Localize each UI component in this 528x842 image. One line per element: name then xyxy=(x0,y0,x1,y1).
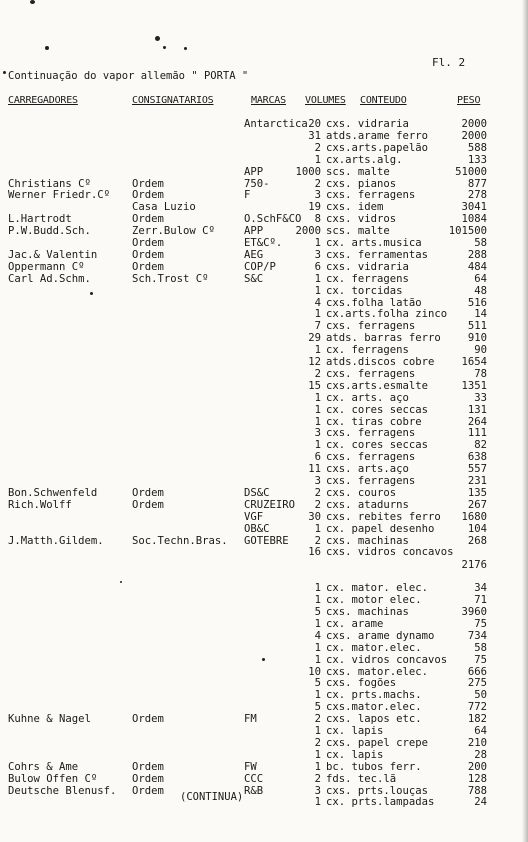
cell-consignatario: Ordem xyxy=(132,785,164,797)
cell-peso: 182 xyxy=(467,713,487,725)
cell-volumes: 3 xyxy=(314,475,321,487)
cell-peso: 264 xyxy=(467,416,487,428)
cell-conteudo: cxs.arts.papelão xyxy=(326,142,429,154)
cell-conteudo: cx. ferragens xyxy=(326,273,409,285)
table-row xyxy=(0,761,528,773)
header-consignatarios: CONSIGNATARIOS xyxy=(132,95,214,106)
cell-peso: 788 xyxy=(467,785,487,797)
cell-carregador: Bon.Schwenfeld xyxy=(8,487,98,499)
cell-conteudo: cxs. couros xyxy=(326,487,397,499)
cell-volumes: 1 xyxy=(314,642,321,654)
cell-volumes: 2 xyxy=(314,142,321,154)
cell-conteudo: cxs. atadurns xyxy=(326,499,409,511)
table-row xyxy=(0,570,528,582)
table-row xyxy=(0,308,528,320)
cell-conteudo: cx. prts.lampadas xyxy=(326,796,435,808)
cell-conteudo: cxs. vidros concavos xyxy=(326,546,454,558)
table-row xyxy=(0,523,528,535)
cell-conteudo: cxs. pianos xyxy=(326,178,397,190)
cell-conteudo: cxs. idem xyxy=(326,201,384,213)
cell-peso: 267 xyxy=(467,499,487,511)
table-row xyxy=(0,701,528,713)
cell-volumes: 2 xyxy=(314,368,321,380)
cell-carregador: P.W.Budd.Sch. xyxy=(8,225,91,237)
header-conteudo: CONTEUDO xyxy=(360,95,407,106)
table-row xyxy=(0,118,528,130)
cell-volumes: 1 xyxy=(314,796,321,808)
cell-volumes: 1 xyxy=(314,618,321,630)
cell-carregador: Werner Friedr.Cº xyxy=(8,189,111,201)
cell-volumes: 3 xyxy=(314,785,321,797)
cell-conteudo: scs. malte xyxy=(326,166,390,178)
table-row xyxy=(0,499,528,511)
cell-volumes: 5 xyxy=(314,677,321,689)
cell-volumes: 10 xyxy=(308,666,321,678)
header-volumes: VOLUMES xyxy=(305,95,346,106)
cell-volumes: 2 xyxy=(314,499,321,511)
cell-volumes: 2 xyxy=(314,773,321,785)
cell-volumes: 1 xyxy=(314,344,321,356)
table-row xyxy=(0,677,528,689)
cell-consignatario: Casa Luzio xyxy=(132,201,196,213)
cell-volumes: 1 xyxy=(314,761,321,773)
cell-volumes: 3 xyxy=(314,249,321,261)
cell-peso: 28 xyxy=(474,749,487,761)
cell-volumes: 6 xyxy=(314,451,321,463)
cell-marca: FW xyxy=(244,761,257,773)
cell-peso: 511 xyxy=(467,320,487,332)
cell-volumes: 4 xyxy=(314,630,321,642)
table-row xyxy=(0,273,528,285)
cell-volumes: 2 xyxy=(314,178,321,190)
table-row xyxy=(0,439,528,451)
cell-conteudo: cxs. machinas xyxy=(326,535,409,547)
table-row xyxy=(0,166,528,178)
cell-peso: 268 xyxy=(467,535,487,547)
cell-peso: 64 xyxy=(474,273,487,285)
cell-carregador: Kuhne & Nagel xyxy=(8,713,91,725)
table-row xyxy=(0,487,528,499)
cell-peso: 51000 xyxy=(455,166,487,178)
cell-conteudo: cxs. ferragens xyxy=(326,427,416,439)
table-row xyxy=(0,689,528,701)
cell-carregador: J.Matth.Gildem. xyxy=(8,535,104,547)
cell-peso: 557 xyxy=(467,463,487,475)
cell-carregador: Bulow Offen Cº xyxy=(8,773,98,785)
scan-speck xyxy=(184,47,187,50)
scan-speck xyxy=(3,71,6,74)
table-row xyxy=(0,725,528,737)
table-row xyxy=(0,618,528,630)
cell-marca: APP xyxy=(244,166,264,178)
cell-conteudo: cxs. ferramentas xyxy=(326,249,429,261)
cell-conteudo: cxs. ferragens xyxy=(326,451,416,463)
cell-marca: R&B xyxy=(244,785,264,797)
cell-marca: Antarctica xyxy=(244,118,308,130)
document-subtitle: Continuação do vapor allemão " PORTA " xyxy=(8,70,249,82)
cell-volumes: 1 xyxy=(314,273,321,285)
table-row xyxy=(0,546,528,558)
cell-peso: 288 xyxy=(467,249,487,261)
cell-peso: 128 xyxy=(467,773,487,785)
table-row xyxy=(0,332,528,344)
table-row xyxy=(0,320,528,332)
table-row xyxy=(0,582,528,594)
cell-consignatario: Ordem xyxy=(132,713,164,725)
cell-carregador: Oppermann Cº xyxy=(8,261,85,273)
cell-consignatario: Sch.Trost Cº xyxy=(132,273,209,285)
cell-conteudo: cxs. rebites ferro xyxy=(326,511,441,523)
cell-conteudo: cxs. papel crepe xyxy=(326,737,429,749)
table-row xyxy=(0,773,528,785)
cell-consignatario: Ordem xyxy=(132,213,164,225)
cell-marca: O.SchF&CO xyxy=(244,213,302,225)
cell-marca: FM xyxy=(244,713,257,725)
cell-volumes: 1 xyxy=(314,392,321,404)
cell-carregador: Rich.Wolff xyxy=(8,499,72,511)
cell-volumes: 7 xyxy=(314,320,321,332)
table-row xyxy=(0,427,528,439)
table-row xyxy=(0,749,528,761)
cell-peso: 1351 xyxy=(461,380,487,392)
cell-consignatario: Zerr.Bulow Cº xyxy=(132,225,215,237)
scan-speck xyxy=(163,46,166,49)
table-row xyxy=(0,249,528,261)
table-row xyxy=(0,630,528,642)
cell-conteudo: cxs. arts.aço xyxy=(326,463,409,475)
cell-conteudo: cxs. prts.louças xyxy=(326,785,429,797)
table-row xyxy=(0,642,528,654)
table-row xyxy=(0,404,528,416)
cell-peso: 58 xyxy=(474,237,487,249)
cell-volumes: 3 xyxy=(314,427,321,439)
cell-peso: 2000 xyxy=(461,130,487,142)
cell-volumes: 1 xyxy=(314,308,321,320)
cell-volumes: 5 xyxy=(314,701,321,713)
cell-volumes: 4 xyxy=(314,297,321,309)
cell-marca: 750- xyxy=(244,178,270,190)
cell-conteudo: cxs. arame dynamo xyxy=(326,630,435,642)
header-carregadores: CARREGADORES xyxy=(8,95,78,106)
cell-peso: 3041 xyxy=(461,201,487,213)
cell-conteudo: cxs.arts.esmalte xyxy=(326,380,429,392)
cell-conteudo: cxs. machinas xyxy=(326,606,409,618)
cell-volumes: 2 xyxy=(314,713,321,725)
cell-consignatario: Ordem xyxy=(132,761,164,773)
table-row xyxy=(0,392,528,404)
cell-conteudo: cxs. vidraria xyxy=(326,118,409,130)
cell-peso: 75 xyxy=(474,654,487,666)
cell-volumes: 1 xyxy=(314,416,321,428)
cell-consignatario: Ordem xyxy=(132,773,164,785)
cell-peso: 131 xyxy=(467,404,487,416)
table-row xyxy=(0,130,528,142)
table-row xyxy=(0,737,528,749)
cell-marca: DS&C xyxy=(244,487,270,499)
table-row xyxy=(0,475,528,487)
table-row xyxy=(0,796,528,808)
cell-peso: 58 xyxy=(474,642,487,654)
cell-conteudo: cx. lapis xyxy=(326,725,384,737)
cell-volumes: 1 xyxy=(314,237,321,249)
cell-peso: 588 xyxy=(467,142,487,154)
cell-peso: 231 xyxy=(467,475,487,487)
cell-volumes: 1 xyxy=(314,689,321,701)
cell-volumes: 1 xyxy=(314,725,321,737)
table-row xyxy=(0,594,528,606)
cell-volumes: 8 xyxy=(314,213,321,225)
cell-peso: 516 xyxy=(467,297,487,309)
cell-conteudo: cx. prts.machs. xyxy=(326,689,422,701)
cell-conteudo: cx. arts.musica xyxy=(326,237,422,249)
cell-conteudo: cx. cores seccas xyxy=(326,404,429,416)
cell-carregador: Deutsche Blenusf. xyxy=(8,785,117,797)
cell-volumes: 1 xyxy=(314,594,321,606)
subtotal-value: 2176 xyxy=(461,559,487,571)
cell-volumes: 20 xyxy=(308,118,321,130)
cell-peso: 734 xyxy=(467,630,487,642)
cell-volumes: 15 xyxy=(308,380,321,392)
scan-speck xyxy=(155,36,160,41)
page-number: Fl. 2 xyxy=(432,56,466,69)
cell-peso: 278 xyxy=(467,189,487,201)
cell-peso: 210 xyxy=(467,737,487,749)
cell-peso: 484 xyxy=(467,261,487,273)
table-row xyxy=(0,713,528,725)
cell-peso: 1084 xyxy=(461,213,487,225)
cell-carregador: L.Hartrodt xyxy=(8,213,72,225)
cell-volumes: 1 xyxy=(314,523,321,535)
cell-conteudo: cx. mator. elec. xyxy=(326,582,429,594)
table-row xyxy=(0,237,528,249)
cell-marca: S&C xyxy=(244,273,264,285)
cell-conteudo: cx. cores seccas xyxy=(326,439,429,451)
cell-peso: 3960 xyxy=(461,606,487,618)
table-row xyxy=(0,213,528,225)
cell-peso: 78 xyxy=(474,368,487,380)
cell-peso: 104 xyxy=(467,523,487,535)
cell-conteudo: cxs. ferragens xyxy=(326,189,416,201)
cell-conteudo: cxs. lapos etc. xyxy=(326,713,422,725)
table-row xyxy=(0,606,528,618)
cell-volumes: 2000 xyxy=(295,225,321,237)
cell-marca: OB&C xyxy=(244,523,270,535)
cell-volumes: 2 xyxy=(314,487,321,499)
table-row xyxy=(0,189,528,201)
cell-conteudo: cxs. vidros xyxy=(326,213,397,225)
cell-conteudo: atds.arame ferro xyxy=(326,130,429,142)
cell-conteudo: cxs. fogões xyxy=(326,677,397,689)
scan-speck xyxy=(45,46,49,50)
cell-volumes: 2 xyxy=(314,737,321,749)
cell-peso: 24 xyxy=(474,796,487,808)
cell-conteudo: cx.arts.folha zinco xyxy=(326,308,448,320)
table-row xyxy=(0,201,528,213)
table-row xyxy=(0,511,528,523)
cell-conteudo: cx. motor elec. xyxy=(326,594,422,606)
cell-volumes: 1 xyxy=(314,582,321,594)
table-row xyxy=(0,154,528,166)
cell-volumes: 1 xyxy=(314,285,321,297)
cell-peso: 910 xyxy=(467,332,487,344)
table-row xyxy=(0,368,528,380)
cell-volumes: 31 xyxy=(308,130,321,142)
cell-conteudo: cx. tiras cobre xyxy=(326,416,422,428)
header-peso: PESO xyxy=(457,95,481,106)
cell-carregador: Jac.& Valentin xyxy=(8,249,98,261)
table-row xyxy=(0,285,528,297)
cell-conteudo: cxs. mator.elec. xyxy=(326,666,429,678)
cell-volumes: 11 xyxy=(308,463,321,475)
cell-conteudo: cx. papel desenho xyxy=(326,523,435,535)
cell-consignatario: Ordem xyxy=(132,237,164,249)
table-row xyxy=(0,142,528,154)
cell-volumes: 16 xyxy=(308,546,321,558)
cell-conteudo: cxs. vidraria xyxy=(326,261,409,273)
cell-peso: 101500 xyxy=(448,225,487,237)
cell-peso: 82 xyxy=(474,439,487,451)
cell-carregador: Christians Cº xyxy=(8,178,91,190)
cell-peso: 34 xyxy=(474,582,487,594)
cell-conteudo: cx. arame xyxy=(326,618,384,630)
cell-peso: 50 xyxy=(474,689,487,701)
cell-peso: 2000 xyxy=(461,118,487,130)
cell-marca: VGF xyxy=(244,511,264,523)
table-row xyxy=(0,225,528,237)
cell-consignatario: Soc.Techn.Bras. xyxy=(132,535,228,547)
cell-peso: 48 xyxy=(474,285,487,297)
cell-peso: 111 xyxy=(467,427,487,439)
cell-marca: CCC xyxy=(244,773,264,785)
continued-footer: (CONTINUA) xyxy=(180,791,244,803)
cell-conteudo: fds. tec.lã xyxy=(326,773,397,785)
cell-volumes: 1 xyxy=(314,439,321,451)
cell-conteudo: cx.arts.alg. xyxy=(326,154,403,166)
cell-volumes: 1 xyxy=(314,654,321,666)
cell-volumes: 2 xyxy=(314,535,321,547)
table-row xyxy=(0,380,528,392)
cell-peso: 90 xyxy=(474,344,487,356)
cell-volumes: 29 xyxy=(308,332,321,344)
cell-marca: COP/P xyxy=(244,261,276,273)
cell-peso: 133 xyxy=(467,154,487,166)
table-row xyxy=(0,463,528,475)
cell-volumes: 5 xyxy=(314,606,321,618)
cell-conteudo: scs. malte xyxy=(326,225,390,237)
cell-conteudo: cx. mator.elec. xyxy=(326,642,422,654)
cell-peso: 135 xyxy=(467,487,487,499)
cell-peso: 1654 xyxy=(461,356,487,368)
cell-peso: 666 xyxy=(467,666,487,678)
cell-peso: 14 xyxy=(474,308,487,320)
cell-marca: GOTEBRE xyxy=(244,535,289,547)
cell-conteudo: cxs. ferragens xyxy=(326,320,416,332)
table-row xyxy=(0,344,528,356)
cell-consignatario: Ordem xyxy=(132,261,164,273)
cell-consignatario: Ordem xyxy=(132,249,164,261)
table-row xyxy=(0,356,528,368)
cell-conteudo: cx. vidros concavos xyxy=(326,654,448,666)
cell-consignatario: Ordem xyxy=(132,178,164,190)
cell-carregador: Carl Ad.Schm. xyxy=(8,273,91,285)
cell-marca: F xyxy=(244,189,251,201)
cell-peso: 75 xyxy=(474,618,487,630)
table-row xyxy=(0,261,528,273)
cell-volumes: 6 xyxy=(314,261,321,273)
cell-conteudo: cxs.folha latão xyxy=(326,297,422,309)
cell-conteudo: atds.discos cobre xyxy=(326,356,435,368)
cell-marca: AEG xyxy=(244,249,264,261)
cell-consignatario: Ordem xyxy=(132,189,164,201)
cell-peso: 638 xyxy=(467,451,487,463)
cell-carregador: Cohrs & Ame xyxy=(8,761,79,773)
cell-volumes: 3 xyxy=(314,189,321,201)
cell-volumes: 1 xyxy=(314,749,321,761)
cell-peso: 200 xyxy=(467,761,487,773)
cell-volumes: 19 xyxy=(308,201,321,213)
cell-conteudo: cx. lapis xyxy=(326,749,384,761)
cell-conteudo: cxs. ferragens xyxy=(326,475,416,487)
cell-peso: 275 xyxy=(467,677,487,689)
cell-volumes: 30 xyxy=(308,511,321,523)
cell-volumes: 12 xyxy=(308,356,321,368)
cell-consignatario: Ordem xyxy=(132,499,164,511)
cell-peso: 33 xyxy=(474,392,487,404)
table-row xyxy=(0,451,528,463)
table-row xyxy=(0,654,528,666)
cell-marca: CRUZEIRO xyxy=(244,499,296,511)
header-marcas: MARCAS xyxy=(251,95,286,106)
cell-conteudo: cxs. ferragens xyxy=(326,368,416,380)
cell-consignatario: Ordem xyxy=(132,487,164,499)
cell-peso: 877 xyxy=(467,178,487,190)
cell-conteudo: bc. tubos ferr. xyxy=(326,761,422,773)
cell-peso: 772 xyxy=(467,701,487,713)
cell-conteudo: cxs.mator.elec. xyxy=(326,701,422,713)
cell-conteudo: cx. arts. aço xyxy=(326,392,409,404)
cell-conteudo: cx. torcidas xyxy=(326,285,403,297)
cell-marca: APP xyxy=(244,225,264,237)
cell-peso: 64 xyxy=(474,725,487,737)
cell-conteudo: atds. barras ferro xyxy=(326,332,441,344)
cell-peso: 71 xyxy=(474,594,487,606)
scan-speck xyxy=(30,0,35,4)
cell-conteudo: cx. ferragens xyxy=(326,344,409,356)
cell-volumes: 1 xyxy=(314,404,321,416)
cell-marca: ET&Cº. xyxy=(244,237,283,249)
cell-volumes: 1000 xyxy=(295,166,321,178)
cell-volumes: 1 xyxy=(314,154,321,166)
cell-peso: 1680 xyxy=(461,511,487,523)
